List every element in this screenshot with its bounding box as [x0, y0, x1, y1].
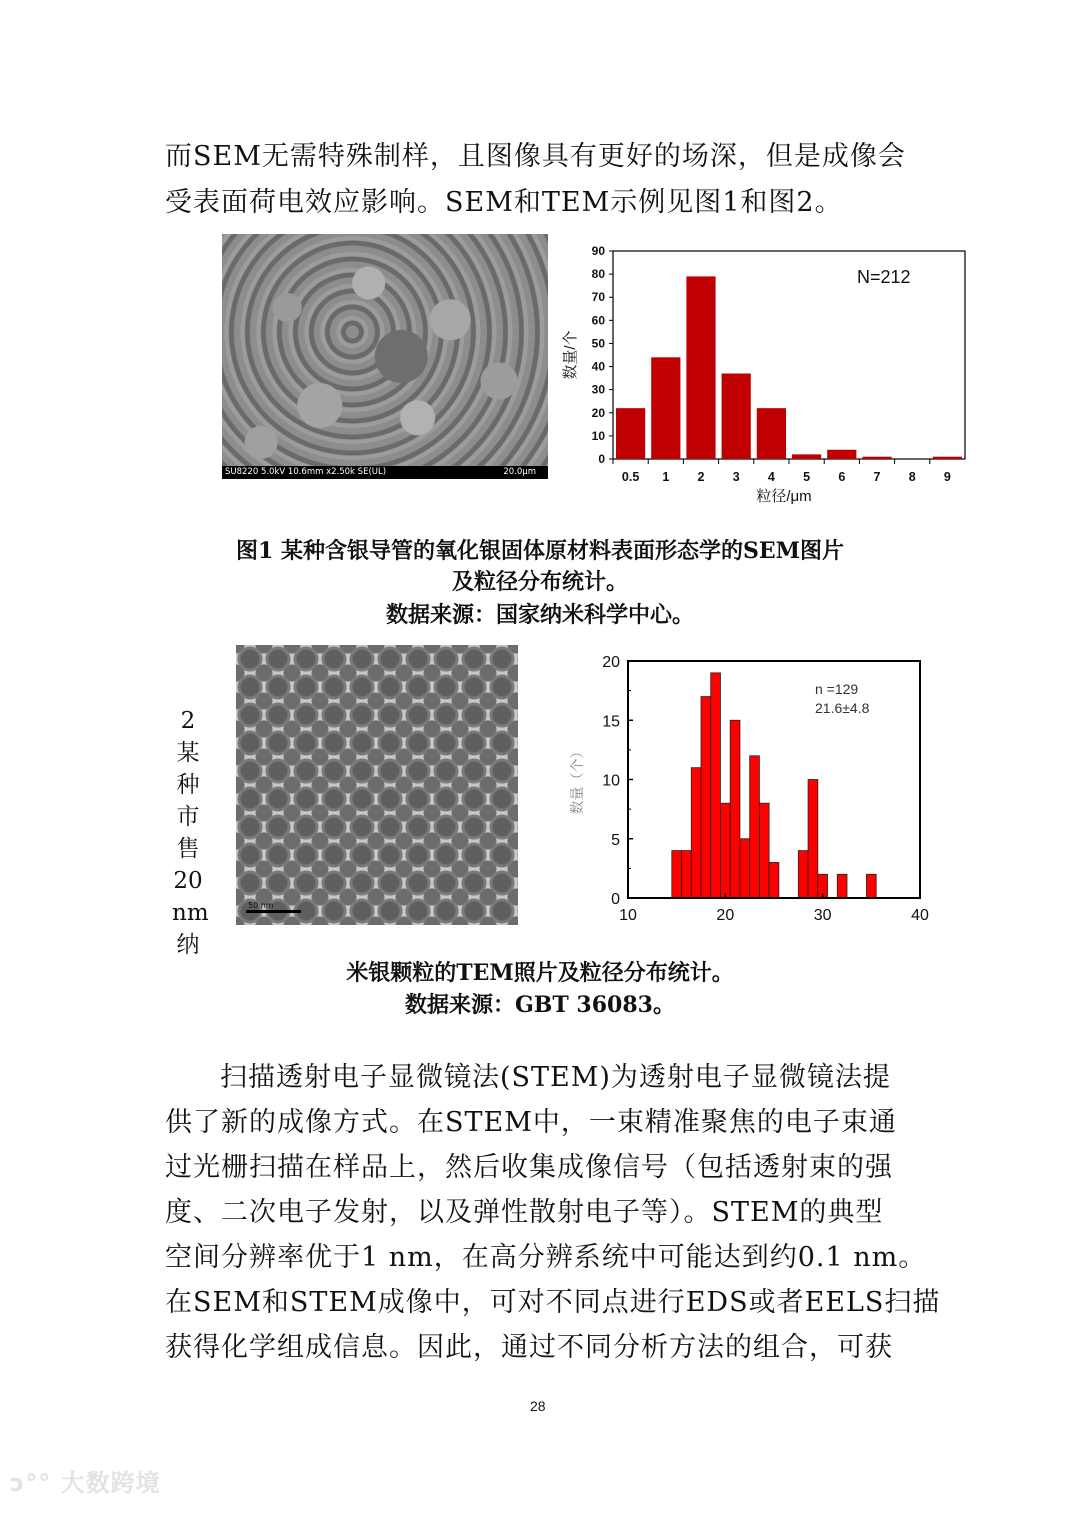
chart1-bar — [616, 408, 645, 459]
paragraph-2-line-2: 供了新的成像方式。在STEM中，一束精准聚焦的电子束通 — [165, 1107, 897, 1138]
chart2-xtick-label: 10 — [619, 907, 637, 924]
chart1-bar — [722, 373, 751, 459]
vertical-label-char: 售 — [176, 836, 200, 862]
vertical-label-char: 2 — [180, 708, 196, 734]
chart1-bar — [757, 408, 786, 459]
chart2-bar — [837, 874, 847, 898]
chart2-bar — [730, 720, 740, 898]
chart1-xtick-label: 7 — [873, 470, 881, 484]
figure-1-source: 数据来源：国家纳米科学中心。 — [385, 602, 694, 628]
chart1-xtick-label: 4 — [767, 470, 775, 484]
chart1-bar — [792, 454, 821, 459]
vertical-label-char: 20 — [173, 868, 203, 894]
chart1-xtick-label: 0.5 — [621, 470, 640, 484]
chart1-xtick-label: 9 — [943, 470, 951, 484]
chart1-bar — [651, 357, 680, 459]
chart1-plot-frame — [613, 251, 965, 459]
watermark-logo — [10, 1463, 161, 1498]
page-number: 28 — [530, 1398, 546, 1414]
chart1-ytick-label: 80 — [591, 267, 605, 282]
chart2-bar — [866, 874, 876, 898]
chart1-xtick-label: 6 — [838, 470, 846, 484]
watermark-text: 大数跨境 — [60, 1469, 161, 1497]
chart2-bar — [808, 780, 818, 899]
chart2-bar — [759, 803, 769, 898]
chart2-xtick-label: 40 — [911, 907, 929, 924]
chart2-bar — [720, 803, 730, 898]
chart2-bar — [691, 768, 701, 898]
chart2-bar — [750, 756, 760, 898]
chart1-ytick-label: 30 — [591, 382, 605, 397]
chart1-ytick-label: 40 — [591, 359, 605, 374]
chart2-ytick-label: 0 — [611, 891, 620, 908]
chart1-ytick-label: 60 — [591, 313, 605, 328]
paragraph-2-line-7: 获得化学组成信息。因此，通过不同分析方法的组合，可获 — [165, 1332, 893, 1363]
sem-info-label: SU8220 5.0kV 10.6mm x2.50k SE(UL) — [225, 467, 387, 477]
chart2-ylabel: 数量（个） — [569, 744, 585, 815]
figure-2-vertical-label — [172, 705, 209, 961]
chart2-bar — [711, 673, 721, 898]
chart1-xtick-label: 5 — [803, 470, 811, 484]
paragraph-2-line-5: 空间分辨率优于1 nm，在高分辨系统中可能达到约0.1 nm。 — [165, 1242, 927, 1273]
figure-1-caption-line-2: 及粒径分布统计。 — [451, 569, 628, 595]
chart2-bar — [701, 697, 711, 898]
chart1-ylabel: 数量/个 — [562, 330, 579, 380]
paragraph-2-line-1: 扫描透射电子显微镜法(STEM)为透射电子显微镜法提 — [220, 1062, 891, 1093]
chart1-ytick-label: 90 — [591, 244, 605, 258]
paragraph-1-line-1: 而SEM无需特殊制样，且图像具有更好的场深，但是成像会 — [165, 141, 906, 172]
chart1-ytick-label: 70 — [591, 290, 605, 305]
chart2-bar — [769, 862, 779, 898]
vertical-label-char: nm — [172, 900, 209, 926]
chart1-annotation: N=212 — [857, 267, 911, 287]
chart1-ytick-label: 10 — [591, 428, 605, 443]
paragraph-1-line-2: 受表面荷电效应影响。SEM和TEM示例见图1和图2。 — [165, 187, 843, 218]
chart1-bar — [686, 276, 715, 459]
figure-1-caption-line-1: 图1 某种含银导管的氧化银固体原材料表面形态学的SEM图片 — [236, 538, 844, 564]
paragraph-2-line-3: 过光栅扫描在样品上，然后收集成像信号（包括透射束的强 — [165, 1152, 893, 1183]
chart1-bar — [827, 450, 856, 459]
sem-image — [222, 234, 548, 479]
chart2-annotation-mean: 21.6±4.8 — [815, 700, 870, 716]
chart1-xlabel: 粒径/μm — [756, 488, 812, 505]
tem-scale-label: 50 nm — [248, 901, 274, 910]
chart2-bar — [672, 851, 682, 898]
sem-info-bar — [222, 466, 548, 479]
chart2-xtick-label: 30 — [813, 907, 832, 924]
watermark-icon: ↄ°° — [10, 1469, 52, 1497]
chart2-bar — [818, 874, 828, 898]
vertical-label-char: 种 — [176, 772, 200, 798]
vertical-label-char: 市 — [176, 804, 200, 830]
chart2-bar — [682, 851, 692, 898]
vertical-label-char: 某 — [176, 740, 200, 766]
figure-2-caption-line-1: 米银颗粒的TEM照片及粒径分布统计。 — [346, 960, 734, 986]
chart2-xtick-label: 20 — [716, 907, 735, 924]
chart1-xtick-label: 1 — [662, 470, 670, 484]
sem-scale-label: 20.0μm — [503, 467, 536, 477]
tem-scale-bar — [246, 910, 301, 913]
tem-image — [236, 645, 518, 925]
chart1-ytick-label: 50 — [591, 336, 605, 351]
chart2-bar — [798, 851, 808, 898]
chart1-xtick-label: 8 — [908, 470, 916, 484]
chart2-ytick-label: 15 — [602, 713, 620, 731]
chart1-bar — [933, 457, 962, 459]
figure-2-source: 数据来源：GBT 36083。 — [405, 992, 675, 1018]
chart1-bar — [862, 457, 891, 459]
chart2-bar — [740, 839, 750, 898]
chart2-ytick-label: 5 — [611, 831, 620, 849]
paragraph-2-line-6: 在SEM和STEM成像中，可对不同点进行EDS或者EELS扫描 — [165, 1287, 941, 1318]
chart2-ytick-label: 10 — [602, 772, 620, 790]
chart1-ytick-label: 0 — [598, 452, 605, 466]
chart2-ytick-label: 20 — [602, 654, 620, 671]
chart1-ytick-label: 20 — [591, 405, 605, 420]
chart1-xtick-label: 2 — [697, 470, 705, 484]
paragraph-2-line-4: 度、二次电子发射，以及弹性散射电子等）。STEM的典型 — [165, 1197, 884, 1228]
chart2-plot-frame — [628, 661, 920, 898]
vertical-label-char: 纳 — [176, 932, 200, 958]
chart1-xtick-label: 3 — [732, 470, 740, 484]
chart2-annotation-n: n =129 — [815, 681, 859, 697]
